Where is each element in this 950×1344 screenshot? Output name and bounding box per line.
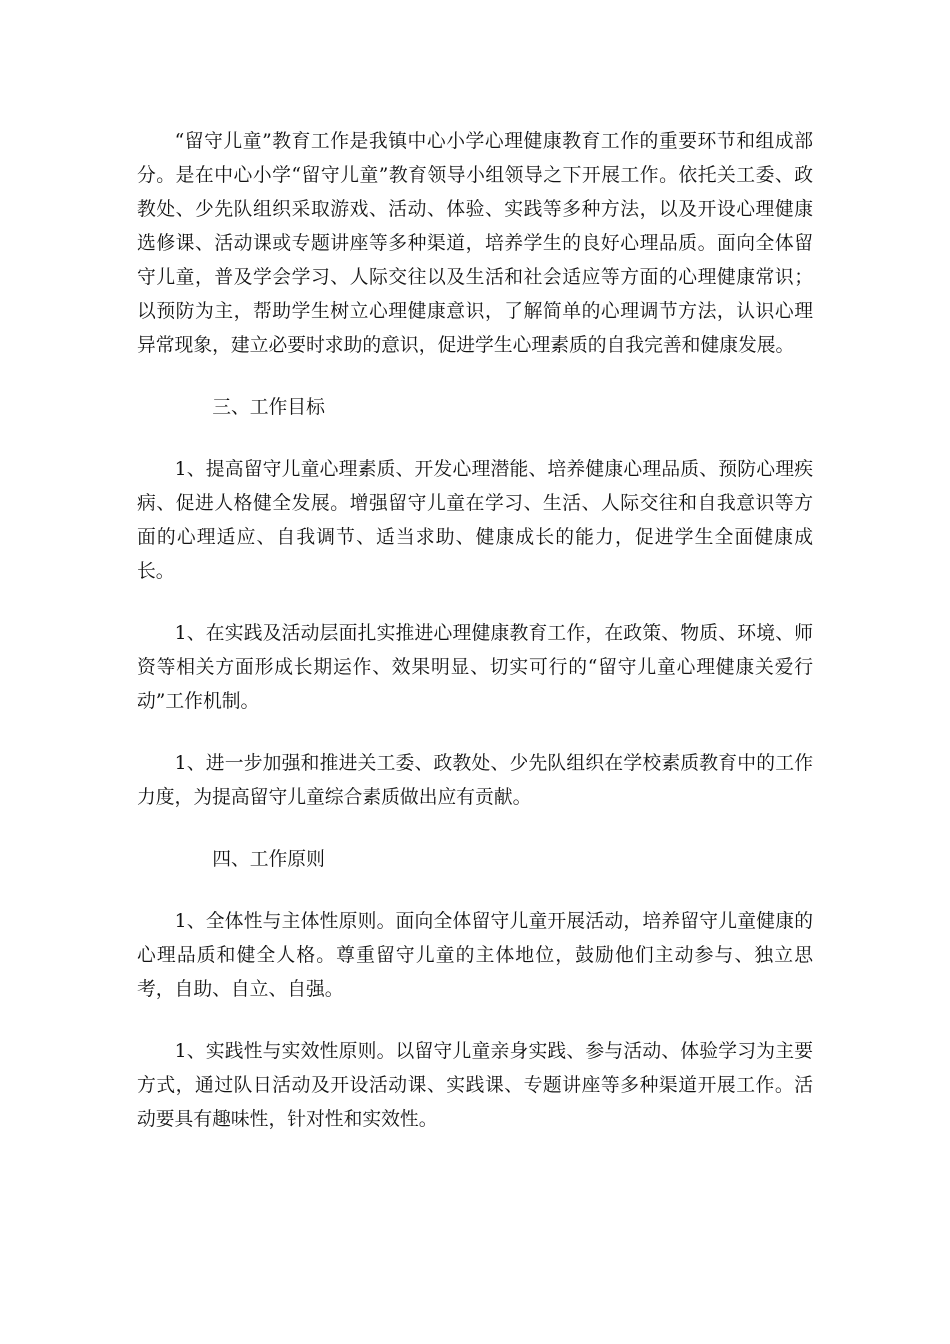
principle-paragraph-1: 1、全体性与主体性原则。面向全体留守儿童开展活动，培养留守儿童健康的心理品质和健全人格。尊重留守儿童的主体地位，鼓励他们主动参与、独立思考，自助、自立、自强。	[137, 911, 813, 1000]
section-heading-principles: 四、工作原则	[212, 849, 325, 870]
goal-paragraph-1: 1、提高留守儿童心理素质、开发心理潜能、培养健康心理品质、预防心理疾病、促进人格健全发展。增强留守儿童在学习、生活、人际交往和自我意识等方面的心理适应、自我调节、适当求助、健康成长的能力，促进学生全面健康成长。	[137, 459, 813, 582]
section-heading-goals: 三、工作目标	[212, 397, 325, 418]
intro-paragraph: “留守儿童”教育工作是我镇中心小学心理健康教育工作的重要环节和组成部分。是在中心小学“留守儿童”教育领导小组领导之下开展工作。依托关工委、政教处、少先队组织采取游戏、活动、体验、实践等多种方法，以及开设心理健康选修课、活动课或专题讲座等多种渠道，培养学生的良好心理品质。面向全体留守儿童，普及学会学习、人际交往以及生活和社会适应等方面的心理健康常识；以预防为主，帮助学生树立心理健康意识，了解简单的心理调节方法，认识心理异常现象，建立必要时求助的意识，促进学生心理素质的自我完善和健康发展。	[137, 131, 813, 356]
goal-paragraph-2: 1、在实践及活动层面扎实推进心理健康教育工作，在政策、物质、环境、师资等相关方面形成长期运作、效果明显、切实可行的“留守儿童心理健康关爱行动”工作机制。	[137, 623, 813, 712]
principle-paragraph-2: 1、实践性与实效性原则。以留守儿童亲身实践、参与活动、体验学习为主要方式，通过队日活动及开设活动课、实践课、专题讲座等多种渠道开展工作。活动要具有趣味性，针对性和实效性。	[137, 1041, 813, 1130]
goal-paragraph-3: 1、进一步加强和推进关工委、政教处、少先队组织在学校素质教育中的工作力度，为提高留守儿童综合素质做出应有贡献。	[137, 753, 813, 808]
document-body	[137, 125, 813, 1165]
